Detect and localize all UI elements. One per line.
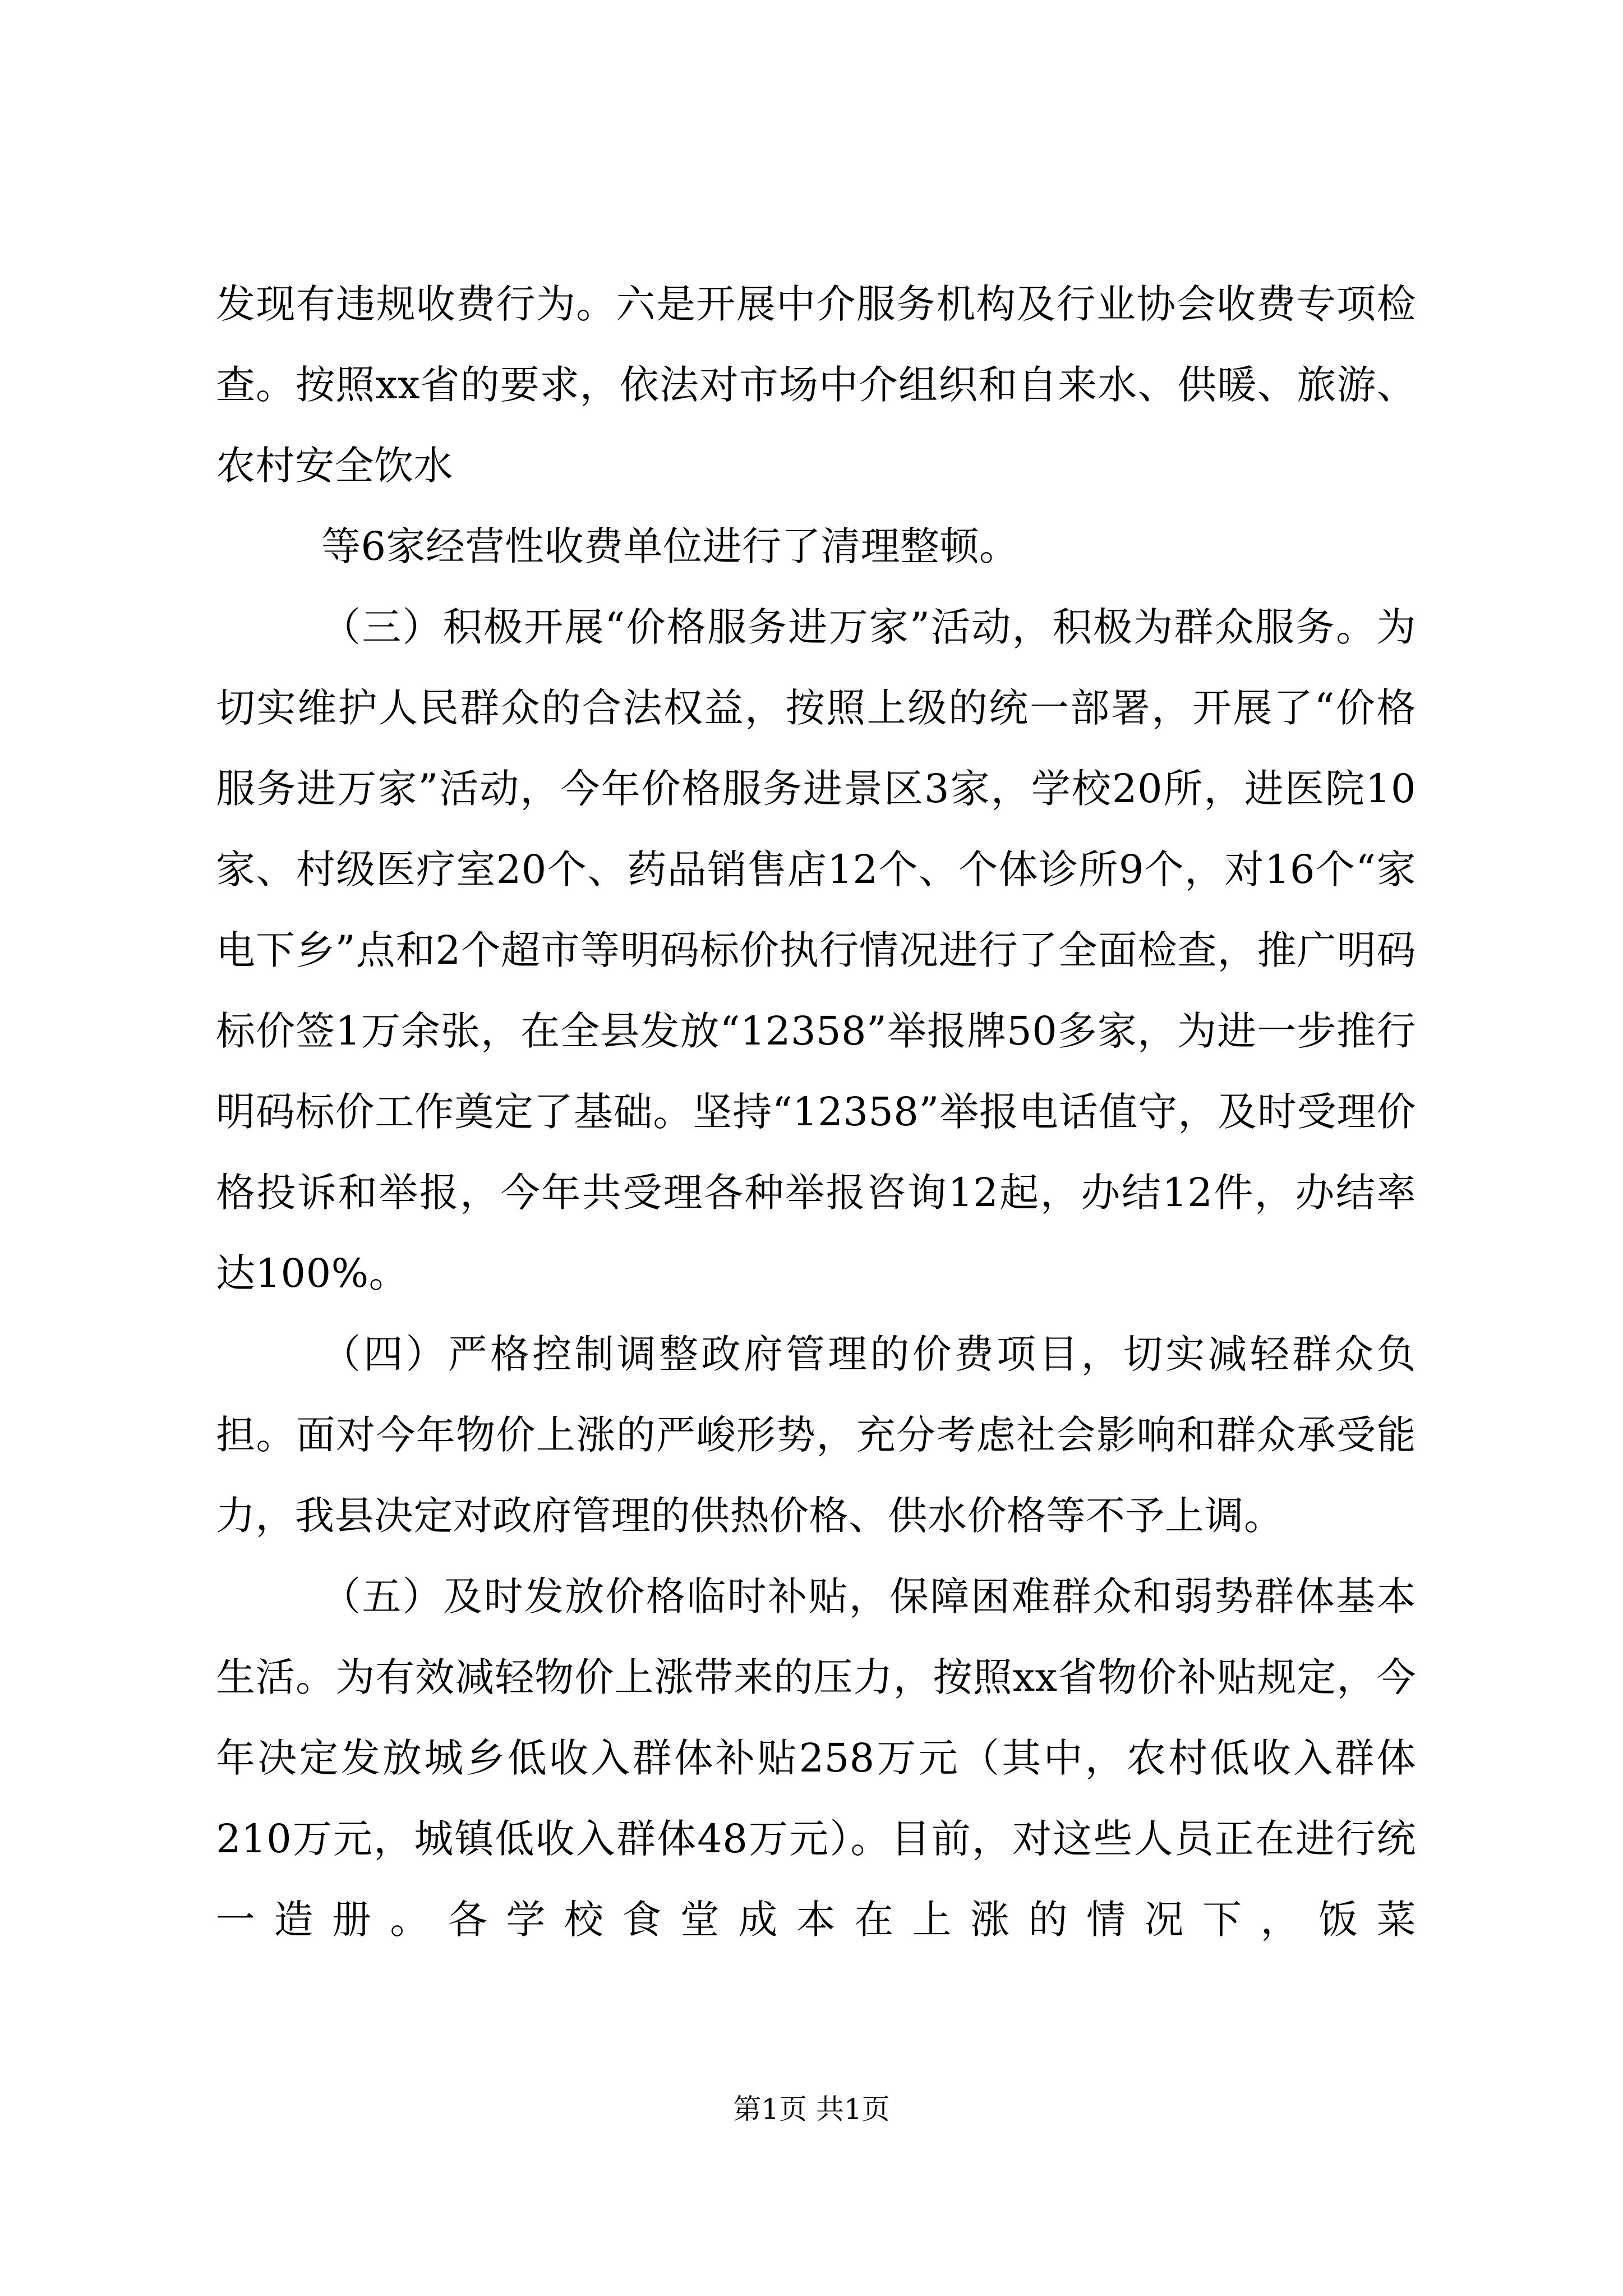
page-number-footer: 第1页 共1页: [733, 2093, 890, 2125]
paragraph-section-3: （三）积极开展“价格服务进万家”活动，积极为群众服务。为切实维护人民群众的合法权益，按照上级的统一部署，开展了“价格服务进万家”活动，今年价格服务进景区3家，学校20所，进医院10家、村级医疗室20个、药品销售店12个、个体诊所9个，对16个“家电下乡”点和2个超市等明码标价执行情况进行了全面检查，推广明码标价签1万余张，在全县发放“12358”举报牌50多家，为进一步推行明码标价工作奠定了基础。坚持“12358”举报电话值守，及时受理价格投诉和举报，今年共受理各种举报咨询12起，办结12件，办结率达100%。: [216, 604, 1416, 1296]
paragraph-section-4: （四）严格控制调整政府管理的价费项目，切实减轻群众负担。面对今年物价上涨的严峻形势，充分考虑社会影响和群众承受能力，我县决定对政府管理的供热价格、供水价格等不予上调。: [216, 1331, 1416, 1539]
paragraph-continuation: 发现有违规收费行为。六是开展中介服务机构及行业协会收费专项检查。按照xx省的要求，依法对市场中介组织和自来水、供暖、旅游、农村安全饮水: [216, 281, 1416, 489]
paragraph-section-5: （五）及时发放价格临时补贴，保障困难群众和弱势群体基本生活。为有效减轻物价上涨带来的压力，按照xx省物价补贴规定，今年决定发放城乡低收入群体补贴258万元（其中，农村低收入群体210万元，城镇低收入群体48万元）。目前，对这些人员正在进行统一造册。各学校食堂成本在上涨的情况下，饭菜: [216, 1573, 1416, 1943]
document-body: [216, 264, 1416, 1960]
paragraph-fee-units: 等6家经营性收费单位进行了清理整顿。: [321, 523, 1019, 569]
